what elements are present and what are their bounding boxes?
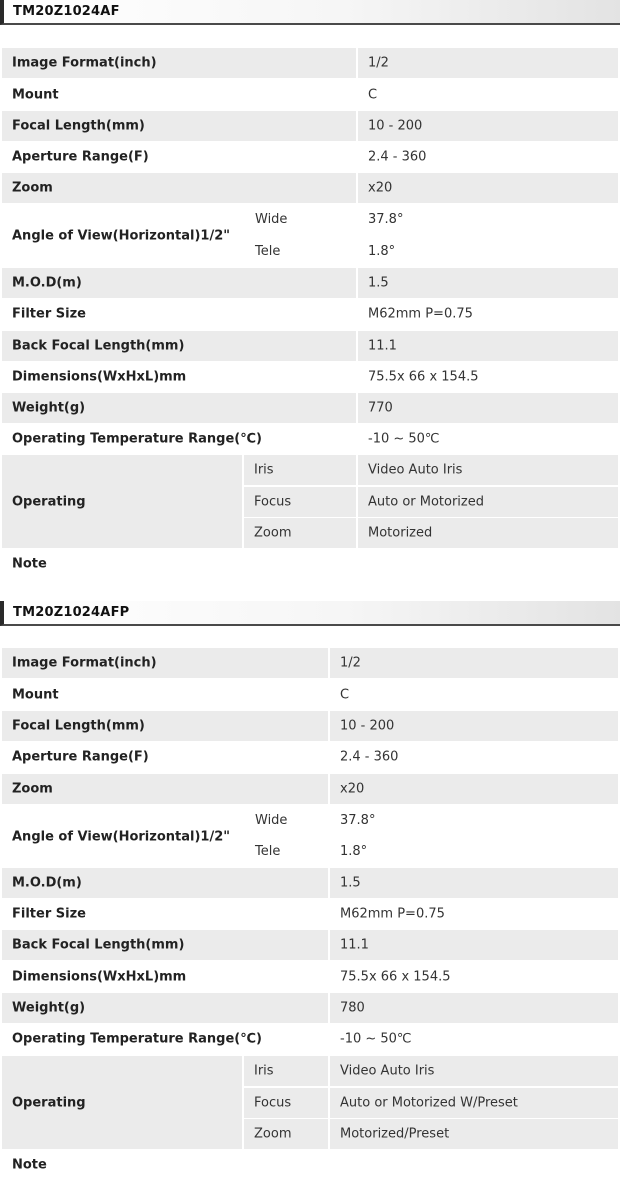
spec-row-image-format	[2, 648, 618, 678]
spec-label: Angle of View(Horizontal)1/2"	[12, 829, 231, 844]
model-header	[0, 601, 620, 626]
spec-row-back-focal-length	[2, 930, 618, 960]
spec-row-filter-size	[2, 899, 618, 929]
spec-value: 11.1	[340, 937, 369, 953]
spec-value: 1/2	[368, 55, 389, 71]
spec-label: Mount	[12, 687, 59, 703]
model-title: TM20Z1024AF	[13, 4, 120, 19]
spec-row-operating	[2, 1056, 618, 1149]
spec-value: x20	[340, 781, 365, 797]
spec-value: 2.4 - 360	[368, 149, 427, 165]
spec-label: Zoom	[12, 180, 53, 196]
spec-row-mount	[2, 680, 618, 710]
spec-label: Focal Length(mm)	[12, 718, 145, 734]
spec-row-dimensions	[2, 962, 618, 992]
spec-value: 1/2	[340, 655, 361, 671]
spec-label: Note	[12, 556, 47, 572]
spec-value: x20	[368, 180, 393, 196]
spec-row-zoom	[2, 774, 618, 804]
spec-label: Back Focal Length(mm)	[12, 338, 185, 354]
spec-label: Operating Temperature Range(℃)	[12, 1031, 262, 1047]
spec-label: Zoom	[12, 781, 53, 797]
spec-value: 10 - 200	[368, 118, 423, 134]
spec-value: M62mm P=0.75	[340, 906, 445, 922]
spec-label: Angle of View(Horizontal)1/2"	[12, 228, 231, 243]
spec-row-operating-temp	[2, 424, 618, 454]
spec-value-iris: Video Auto Iris	[368, 462, 463, 478]
spec-value-wide: 37.8°	[368, 212, 404, 227]
spec-value: C	[340, 687, 350, 703]
sub-label-zoom: Zoom	[254, 1126, 292, 1142]
spec-value-focus: Auto or Motorized W/Preset	[340, 1095, 518, 1111]
spec-value: 10 - 200	[340, 718, 395, 734]
spec-label: Operating Temperature Range(℃)	[12, 431, 262, 447]
spec-label: Weight(g)	[12, 1000, 86, 1016]
spec-value: M62mm P=0.75	[368, 306, 473, 322]
spec-row-weight	[2, 393, 618, 423]
sub-label-wide: Wide	[255, 813, 288, 828]
sub-label-iris: Iris	[254, 1063, 274, 1079]
spec-row-zoom	[2, 173, 618, 203]
spec-row-note	[2, 1150, 618, 1180]
spec-row-aperture-range	[2, 142, 618, 172]
sub-label-focus: Focus	[254, 494, 292, 510]
spec-row-back-focal-length	[2, 331, 618, 361]
spec-value: 2.4 - 360	[340, 749, 399, 765]
spec-label: Note	[12, 1157, 47, 1173]
spec-value-focus: Auto or Motorized	[368, 494, 484, 510]
spec-value-zoom-op: Motorized/Preset	[340, 1126, 450, 1142]
spec-row-mount	[2, 80, 618, 110]
spec-value: 75.5x 66 x 154.5	[368, 369, 479, 385]
spec-row-focal-length	[2, 111, 618, 141]
sub-label-focus: Focus	[254, 1095, 292, 1111]
spec-label: Filter Size	[12, 306, 86, 322]
spec-label: Mount	[12, 87, 59, 103]
spec-row-operating-temp	[2, 1024, 618, 1054]
spec-value: 780	[340, 1000, 365, 1016]
sub-label-tele: Tele	[255, 244, 281, 259]
spec-label: M.O.D(m)	[12, 275, 82, 291]
spec-row-angle-of-view	[2, 805, 618, 868]
spec-label: Image Format(inch)	[12, 655, 157, 671]
spec-label: Filter Size	[12, 906, 86, 922]
spec-value-iris: Video Auto Iris	[340, 1063, 435, 1079]
model-title: TM20Z1024AFP	[13, 605, 130, 620]
spec-label: Dimensions(WxHxL)mm	[12, 969, 187, 985]
spec-label: Aperture Range(F)	[12, 149, 149, 165]
spec-value-tele: 1.8°	[340, 844, 368, 859]
spec-row-mod	[2, 868, 618, 898]
spec-label: Weight(g)	[12, 400, 86, 416]
sub-label-zoom: Zoom	[254, 525, 292, 541]
sub-label-iris: Iris	[254, 462, 274, 478]
spec-row-filter-size	[2, 299, 618, 329]
spec-label: Back Focal Length(mm)	[12, 937, 185, 953]
spec-value: C	[368, 87, 378, 103]
spec-row-operating	[2, 455, 618, 548]
spec-value-tele: 1.8°	[368, 244, 396, 259]
spec-value-wide: 37.8°	[340, 813, 376, 828]
spec-row-note	[2, 549, 618, 579]
spec-label: Operating	[12, 1095, 86, 1110]
spec-row-dimensions	[2, 362, 618, 392]
spec-value-zoom-op: Motorized	[368, 525, 433, 541]
spec-label: Aperture Range(F)	[12, 749, 149, 765]
spec-value: 11.1	[368, 338, 397, 354]
spec-row-image-format	[2, 48, 618, 78]
sub-label-tele: Tele	[255, 844, 281, 859]
spec-label: M.O.D(m)	[12, 875, 82, 891]
spec-label: Focal Length(mm)	[12, 118, 145, 134]
spec-section-2	[0, 601, 620, 1181]
spec-value: -10 ~ 50℃	[368, 431, 440, 447]
spec-row-mod	[2, 268, 618, 298]
spec-row-aperture-range	[2, 742, 618, 772]
spec-value: 770	[368, 400, 393, 416]
spec-row-focal-length	[2, 711, 618, 741]
spec-label: Operating	[12, 494, 86, 509]
spec-value: -10 ~ 50℃	[340, 1031, 412, 1047]
spec-section-1	[0, 0, 620, 578]
model-header	[0, 0, 620, 25]
spec-row-weight	[2, 993, 618, 1023]
spec-value: 1.5	[340, 875, 361, 891]
sub-label-wide: Wide	[255, 212, 288, 227]
spec-label: Dimensions(WxHxL)mm	[12, 369, 187, 385]
spec-row-angle-of-view	[2, 204, 618, 267]
spec-label: Image Format(inch)	[12, 55, 157, 71]
spec-value: 1.5	[368, 275, 389, 291]
spec-value: 75.5x 66 x 154.5	[340, 969, 451, 985]
